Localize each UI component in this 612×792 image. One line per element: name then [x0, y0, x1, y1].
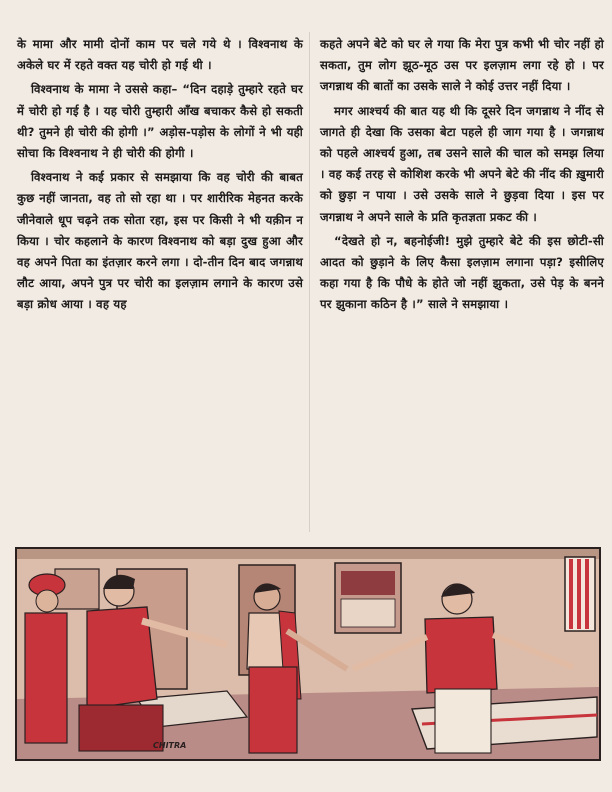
paragraph: “देखते हो न, बहनोईजी! मुझे तुम्हारे बेटे की इस छोटी-सी आदत को छुड़ाने के लिए कैसा इलज़ाम लगाना पड़ा? इसीलिए कहा गया है कि पौधे के होते जो नहीं झुकता, उसे पेड़ के बनने पर झुकाना कठिन है ।” साले ने समझाया ।	[320, 233, 604, 312]
paragraph: मगर आश्चर्य की बात यह थी कि दूसरे दिन जगन्नाथ ने नींद से जागते ही देखा कि उसका बेटा पहले ही जाग गया है । जगन्नाथ को पहले आश्चर्य हुआ, तब उसने साले की चाल को समझ लिया । वह कई तरह से कोशिश करके भी अपने बेटे की नींद की ख़ुमारी को छुड़ा न पाया । उसे उसके साले ने छुड़वा दिया । इस पर जगन्नाथ ने अपने साले के प्रति कृतज्ञता प्रकट की ।	[320, 103, 604, 224]
paragraph: विश्वनाथ ने कई प्रकार से समझाया कि वह चोरी की बाबत कुछ नहीं जानता, वह तो सो रहा था । पर शारीरिक मेहनत करके जीनेवाले धूप चढ़ने तक सोता रहा, इस पर किसी ने भी यक़ीन न किया । चोर कहलाने के कारण विश्वनाथ को बड़ा दुख हुआ और वह अपने पिता का इंतज़ार करने लगा । दो-तीन दिन बाद जगन्नाथ लौट आया, अपने पुत्र पर चोरी का इलज़ाम लगाने के कारण उसे बड़ा क्रोध आया । वह यह	[17, 170, 303, 312]
column-divider	[309, 32, 310, 532]
right-text-column	[320, 34, 604, 319]
paragraph: के मामा और मामी दोनों काम पर चले गये थे । विश्वनाथ के अकेले घर में रहते वक्त यह चोरी हो गई थी ।	[17, 37, 303, 73]
ceiling-beam	[17, 549, 599, 559]
left-text-column	[17, 34, 303, 319]
shelf-lower	[341, 599, 395, 627]
books	[341, 571, 395, 595]
paragraph: विश्वनाथ के मामा ने उससे कहा– “दिन दहाड़े तुम्हारे रहते घर में चोरी हो गई है । यह चोरी तुम्हारी आँख बचाकर कैसे हो सकती थी? तुमने ही चोरी की होगी ।” अड़ोस-पड़ोस के लोगों ने भी यही सोचा कि विश्वनाथ ने ही चोरी की होगी ।	[17, 82, 303, 161]
paragraph: कहते अपने बेटे को घर ले गया कि मेरा पुत्र कभी भी चोर नहीं हो सकता, तुम लोग झूठ-मूठ उस पर इलज़ाम लगा रहे हो । पर जगन्नाथ की बातों का उसके साले ने कोई उत्तर नहीं दिया ।	[320, 37, 604, 94]
artist-signature: CHITRA	[153, 741, 187, 750]
story-illustration	[15, 547, 601, 761]
illustration-scene	[17, 549, 599, 759]
